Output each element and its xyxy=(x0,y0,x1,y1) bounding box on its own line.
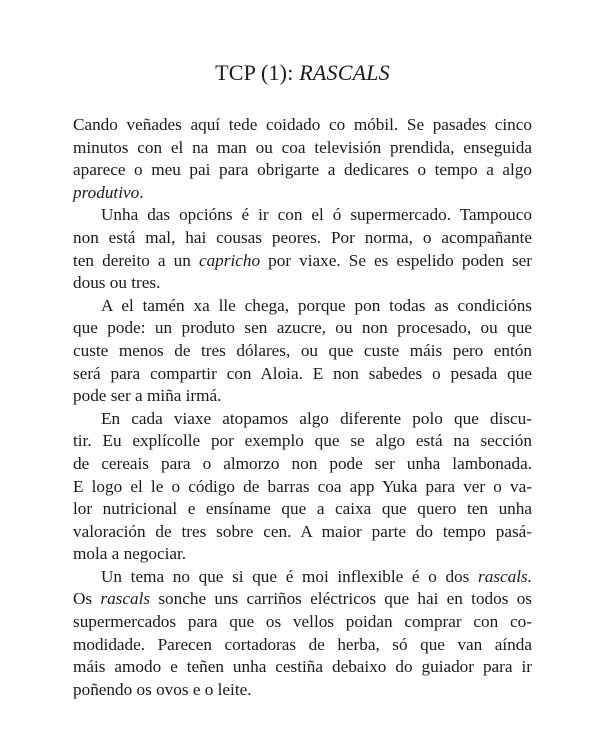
italic-text: produtivo xyxy=(73,182,140,202)
text-run: que pode: un produto sen azucre, ou non procesado, ou que xyxy=(73,318,532,338)
text-line xyxy=(73,521,532,544)
text-run: pode ser a miña irmá. xyxy=(73,386,222,406)
text-line xyxy=(73,385,532,408)
text-line xyxy=(73,543,532,566)
text-run: supermercados para que os vellos poidan comprar con co- xyxy=(73,612,532,632)
text-run: dous ou tres. xyxy=(73,273,161,293)
text-run: mola a negociar. xyxy=(73,544,187,564)
text-run: valoración de tres sobre cen. A maior parte do tempo pasá- xyxy=(73,521,532,541)
text-line xyxy=(73,363,532,386)
italic-text: rascals xyxy=(100,589,151,609)
text-run: Cando veñades aquí tede coidado co móbil. Se pasades cinco xyxy=(73,115,532,134)
text-line xyxy=(73,317,532,340)
paragraph xyxy=(73,114,532,204)
text-run: aparece o meu pai para obrigarte a dedicares o tempo a algo xyxy=(73,160,532,180)
text-line xyxy=(73,295,532,318)
paragraph xyxy=(73,295,532,408)
text-line xyxy=(73,611,532,634)
page-title xyxy=(73,58,532,88)
text-line xyxy=(73,204,532,227)
text-line xyxy=(73,656,532,679)
text-line xyxy=(73,137,532,160)
text-line xyxy=(73,159,532,182)
text-run: . xyxy=(139,182,144,202)
text-run: custe menos de tres dólares, ou que custe máis pero entón xyxy=(73,340,532,360)
text-run: Unha das opcións é ir con el ó supermercado. Tampouco xyxy=(101,205,532,225)
text-run: A el tamén xa lle chega, porque pon todas as condicións xyxy=(101,295,532,315)
text-run: Un tema no que si que é moi inflexible é o dos xyxy=(101,566,479,586)
text-run: máis amodo e teñen unha cestiña debaixo do guiador para ir xyxy=(73,657,532,677)
text-line xyxy=(73,679,532,702)
text-line xyxy=(73,114,532,137)
text-line xyxy=(73,227,532,250)
text-run: modidade. Parecen cortadoras de herba, só que van aínda xyxy=(73,634,532,654)
paragraph xyxy=(73,566,532,702)
text-line xyxy=(73,476,532,499)
text-line xyxy=(73,182,532,205)
text-run: será para compartir con Aloia. E non sabedes o pesada que xyxy=(73,363,532,383)
paragraph xyxy=(73,204,532,294)
text-run: minutos con el na man ou coa televisión prendida, enseguida xyxy=(73,137,532,157)
title-italic: RASCALS xyxy=(299,60,390,85)
text-run: En cada viaxe atopamos algo diferente polo que discu- xyxy=(101,408,532,428)
text-line xyxy=(73,408,532,431)
text-run: ten dereito a un xyxy=(73,250,199,270)
italic-text: rascals. xyxy=(478,566,532,586)
text-line xyxy=(73,430,532,453)
text-line xyxy=(73,498,532,521)
italic-text: capricho xyxy=(198,250,261,270)
body-text xyxy=(73,114,532,701)
text-run: lor nutricional e ensíname que a caixa que quero ten unha xyxy=(73,499,532,519)
text-line xyxy=(73,340,532,363)
text-line xyxy=(73,588,532,611)
title-prefix: TCP (1): xyxy=(215,60,300,85)
document-page xyxy=(73,58,532,701)
text-run: sonche uns carriños eléctricos que hai en todos os xyxy=(150,589,532,609)
text-run: de cereais para o almorzo non pode ser unha lambonada. xyxy=(73,453,532,473)
text-line xyxy=(73,250,532,273)
text-run: Os xyxy=(73,589,101,609)
text-run: tir. Eu explícolle por exemplo que se algo está na sección xyxy=(73,431,532,451)
text-line xyxy=(73,566,532,589)
text-run: poñendo os ovos e o leite. xyxy=(73,679,252,699)
text-run: por viaxe. Se es espelido poden ser xyxy=(260,250,532,270)
text-line xyxy=(73,634,532,657)
text-run: E logo el le o código de barras coa app Yuka para ver o va- xyxy=(73,476,532,496)
text-line xyxy=(73,453,532,476)
text-run: non está mal, hai cousas peores. Por norma, o acompañante xyxy=(73,227,532,247)
paragraph xyxy=(73,408,532,566)
text-line xyxy=(73,272,532,295)
